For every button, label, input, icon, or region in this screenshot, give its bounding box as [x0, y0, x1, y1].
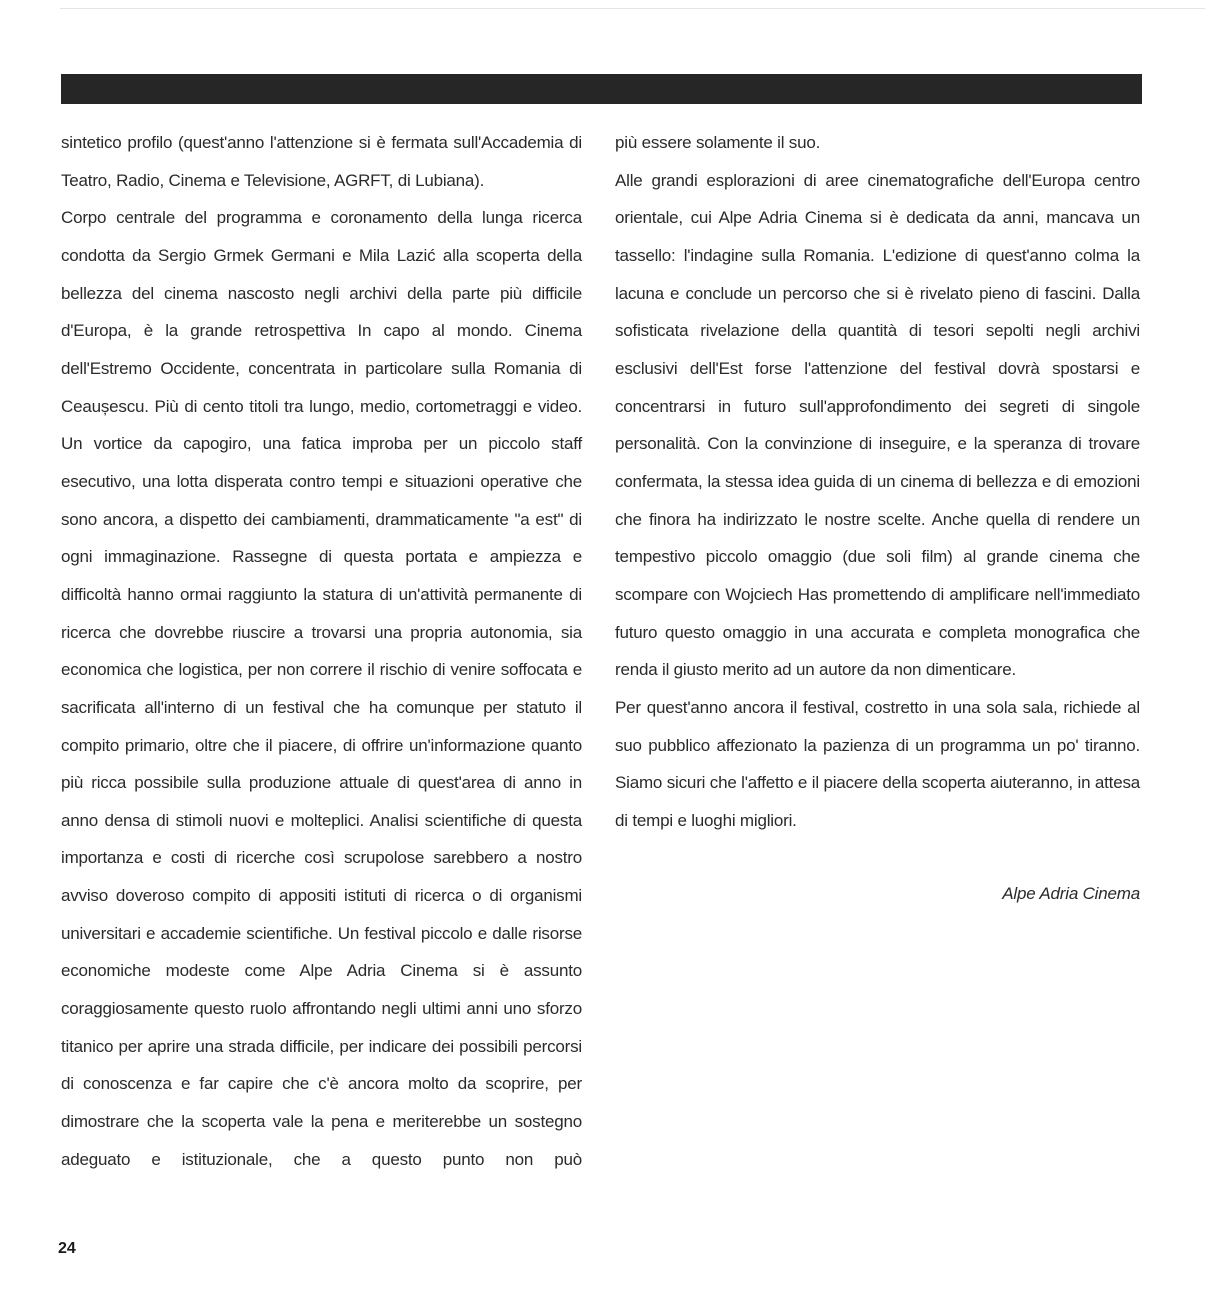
left-paragraph-1: sintetico profilo (quest'anno l'attenzione si è fermata sull'Accademia di Teatro, Radio, Cinema e Televisione, AGRFT, di Lubiana). [61, 133, 582, 190]
page-number: 24 [58, 1240, 76, 1257]
top-rule [60, 8, 1205, 9]
left-column [61, 124, 582, 1178]
header-bar [61, 74, 1142, 104]
left-paragraph-2: Corpo centrale del programma e coronamento della lunga ricerca condotta da Sergio Grmek Germani e Mila Lazić alla scoperta della bellezza del cinema nascosto negli archivi della parte più difficile d'Europa, è la grande retrospettiva In capo al mondo. Cinema dell'Estremo Occidente, concentrata in particolare sulla Romania di Ceaușescu. Più di cento titoli tra lungo, medio, cortometraggi e video. Un vortice da capogiro, una fatica improba per un piccolo staff esecutivo, una lotta disperata contro tempi e situazioni operative che sono ancora, a dispetto dei cambiamenti, drammaticamente "a est" di ogni immaginazione. Rassegne di questa portata e ampiezza e difficoltà hanno ormai raggiunto la statura di un'attività permanente di ricerca che dovrebbe riuscire a trovarsi una propria autonomia, sia economica che logistica, per non correre il rischio di venire soffocata e sacrificata all'interno di un festival che ha comunque per statuto il compito primario, oltre che il piacere, di offrire un'informazione quanto più ricca possibile sulla produzione attuale di quest'area di anno in anno densa di stimoli nuovi e molteplici. Analisi scientifiche di questa importanza e costi di ricerche così scrupolose sarebbero a nostro avviso doveroso compito di appositi istituti di ricerca o di organismi universitari e accademie scientifiche. Un festival piccolo e dalle risorse economiche modeste come Alpe Adria Cinema si è assunto coraggiosamente questo ruolo affrontando negli ultimi anni uno sforzo titanico per aprire una strada difficile, per indicare dei possibili percorsi di conoscenza e far capire che c'è ancora molto da scoprire, per dimostrare che la scoperta vale la pena e meriterebbe un sostegno adeguato e istituzionale, che a questo punto non può [61, 208, 582, 1169]
right-column [615, 124, 1140, 913]
right-paragraph-3: Per quest'anno ancora il festival, costretto in una sola sala, richiede al suo pubblico affezionato la pazienza di un programma un po' tiranno. Siamo sicuri che l'affetto e il piacere della scoperta aiuteranno, in attesa di tempi e luoghi migliori. [615, 697, 1140, 830]
signature: Alpe Adria Cinema [1002, 884, 1140, 904]
right-paragraph-1: più essere solamente il suo. [615, 133, 821, 152]
right-paragraph-2: Alle grandi esplorazioni di aree cinematografiche dell'Europa centro orientale, cui Alpe Adria Cinema si è dedicata da anni, mancava un tassello: l'indagine sulla Romania. L'edizione di quest'anno colma la lacuna e conclude un percorso che si è rivelato pieno di fascini. Dalla sofisticata rivelazione della quantità di tesori sepolti negli archivi esclusivi dell'Est forse l'attenzione del festival dovrà spostarsi e concentrarsi in futuro sull'approfondimento dei segreti di singole personalità. Con la convinzione di inseguire, e la speranza di trovare confermata, la stessa idea guida di un cinema di bellezza e di emozioni che finora ha indirizzato le nostre scelte. Anche quella di rendere un tempestivo piccolo omaggio (due soli film) al grande cinema che scompare con Wojciech Has promettendo di amplificare nell'immediato futuro questo omaggio in una accurata e completa monografica che renda il giusto merito ad un autore da non dimenticare. [615, 170, 1140, 680]
